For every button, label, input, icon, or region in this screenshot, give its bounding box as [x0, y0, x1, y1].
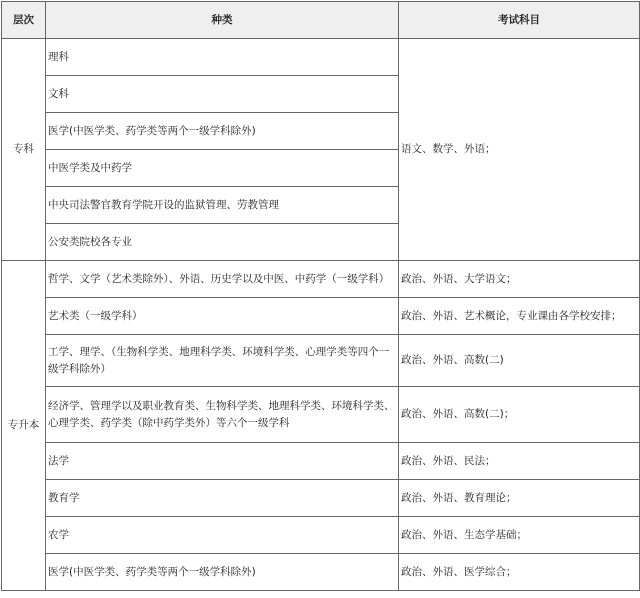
- category-cell: 医学(中医学类、药学类等两个一级学科除外): [46, 113, 399, 150]
- level-cell-zhuanshengben: 专升本: [2, 261, 46, 591]
- subjects-cell: 政治、外语、生态学基础；: [399, 517, 640, 554]
- category-cell: 医学(中医学类、药学类等两个一级学科除外): [46, 554, 399, 591]
- header-level: 层次: [2, 2, 46, 39]
- subjects-cell: 政治、外语、高数(二): [399, 335, 640, 387]
- table-row: [2, 443, 640, 480]
- category-cell: 文科: [46, 76, 399, 113]
- subjects-cell-zhuanke: 语文、数学、外语；: [399, 39, 640, 261]
- table-row: [2, 517, 640, 554]
- table-row: [2, 261, 640, 298]
- category-cell: 教育学: [46, 480, 399, 517]
- subjects-cell: 政治、外语、艺术概论，专业课由各学校安排；: [399, 298, 640, 335]
- category-cell: 理科: [46, 39, 399, 76]
- category-cell: 工学、理学、（生物科学类、地理科学类、环境科学类、心理学类等四个一级学科除外）: [46, 335, 399, 387]
- subjects-cell: 政治、外语、教育理论；: [399, 480, 640, 517]
- subjects-cell: 政治、外语、高数(二)；: [399, 387, 640, 443]
- table-row: [2, 39, 640, 76]
- exam-subjects-table: [1, 1, 640, 591]
- category-cell: 法学: [46, 443, 399, 480]
- header-category: 种类: [46, 2, 399, 39]
- table-row: [2, 298, 640, 335]
- category-cell: 中医学类及中药学: [46, 150, 399, 187]
- category-cell: 哲学、文学（艺术类除外）、外语、历史学以及中医、中药学（一级学科）: [46, 261, 399, 298]
- table-row: [2, 335, 640, 387]
- category-cell: 经济学、管理学以及职业教育类、生物科学类、地理科学类、环境科学类、心理学类、药学类（除中药学类外）等六个一级学科: [46, 387, 399, 443]
- level-cell-zhuanke: 专科: [2, 39, 46, 261]
- category-cell: 艺术类（一级学科）: [46, 298, 399, 335]
- subjects-cell: 政治、外语、民法；: [399, 443, 640, 480]
- category-cell: 中央司法警官教育学院开设的监狱管理、劳教管理: [46, 187, 399, 224]
- category-cell: 农学: [46, 517, 399, 554]
- header-row: [2, 2, 640, 39]
- header-subjects: 考试科目: [399, 2, 640, 39]
- table-row: [2, 554, 640, 591]
- table-row: [2, 387, 640, 443]
- table-row: [2, 480, 640, 517]
- subjects-cell: 政治、外语、医学综合；: [399, 554, 640, 591]
- subjects-cell: 政治、外语、大学语文；: [399, 261, 640, 298]
- category-cell: 公安类院校各专业: [46, 224, 399, 261]
